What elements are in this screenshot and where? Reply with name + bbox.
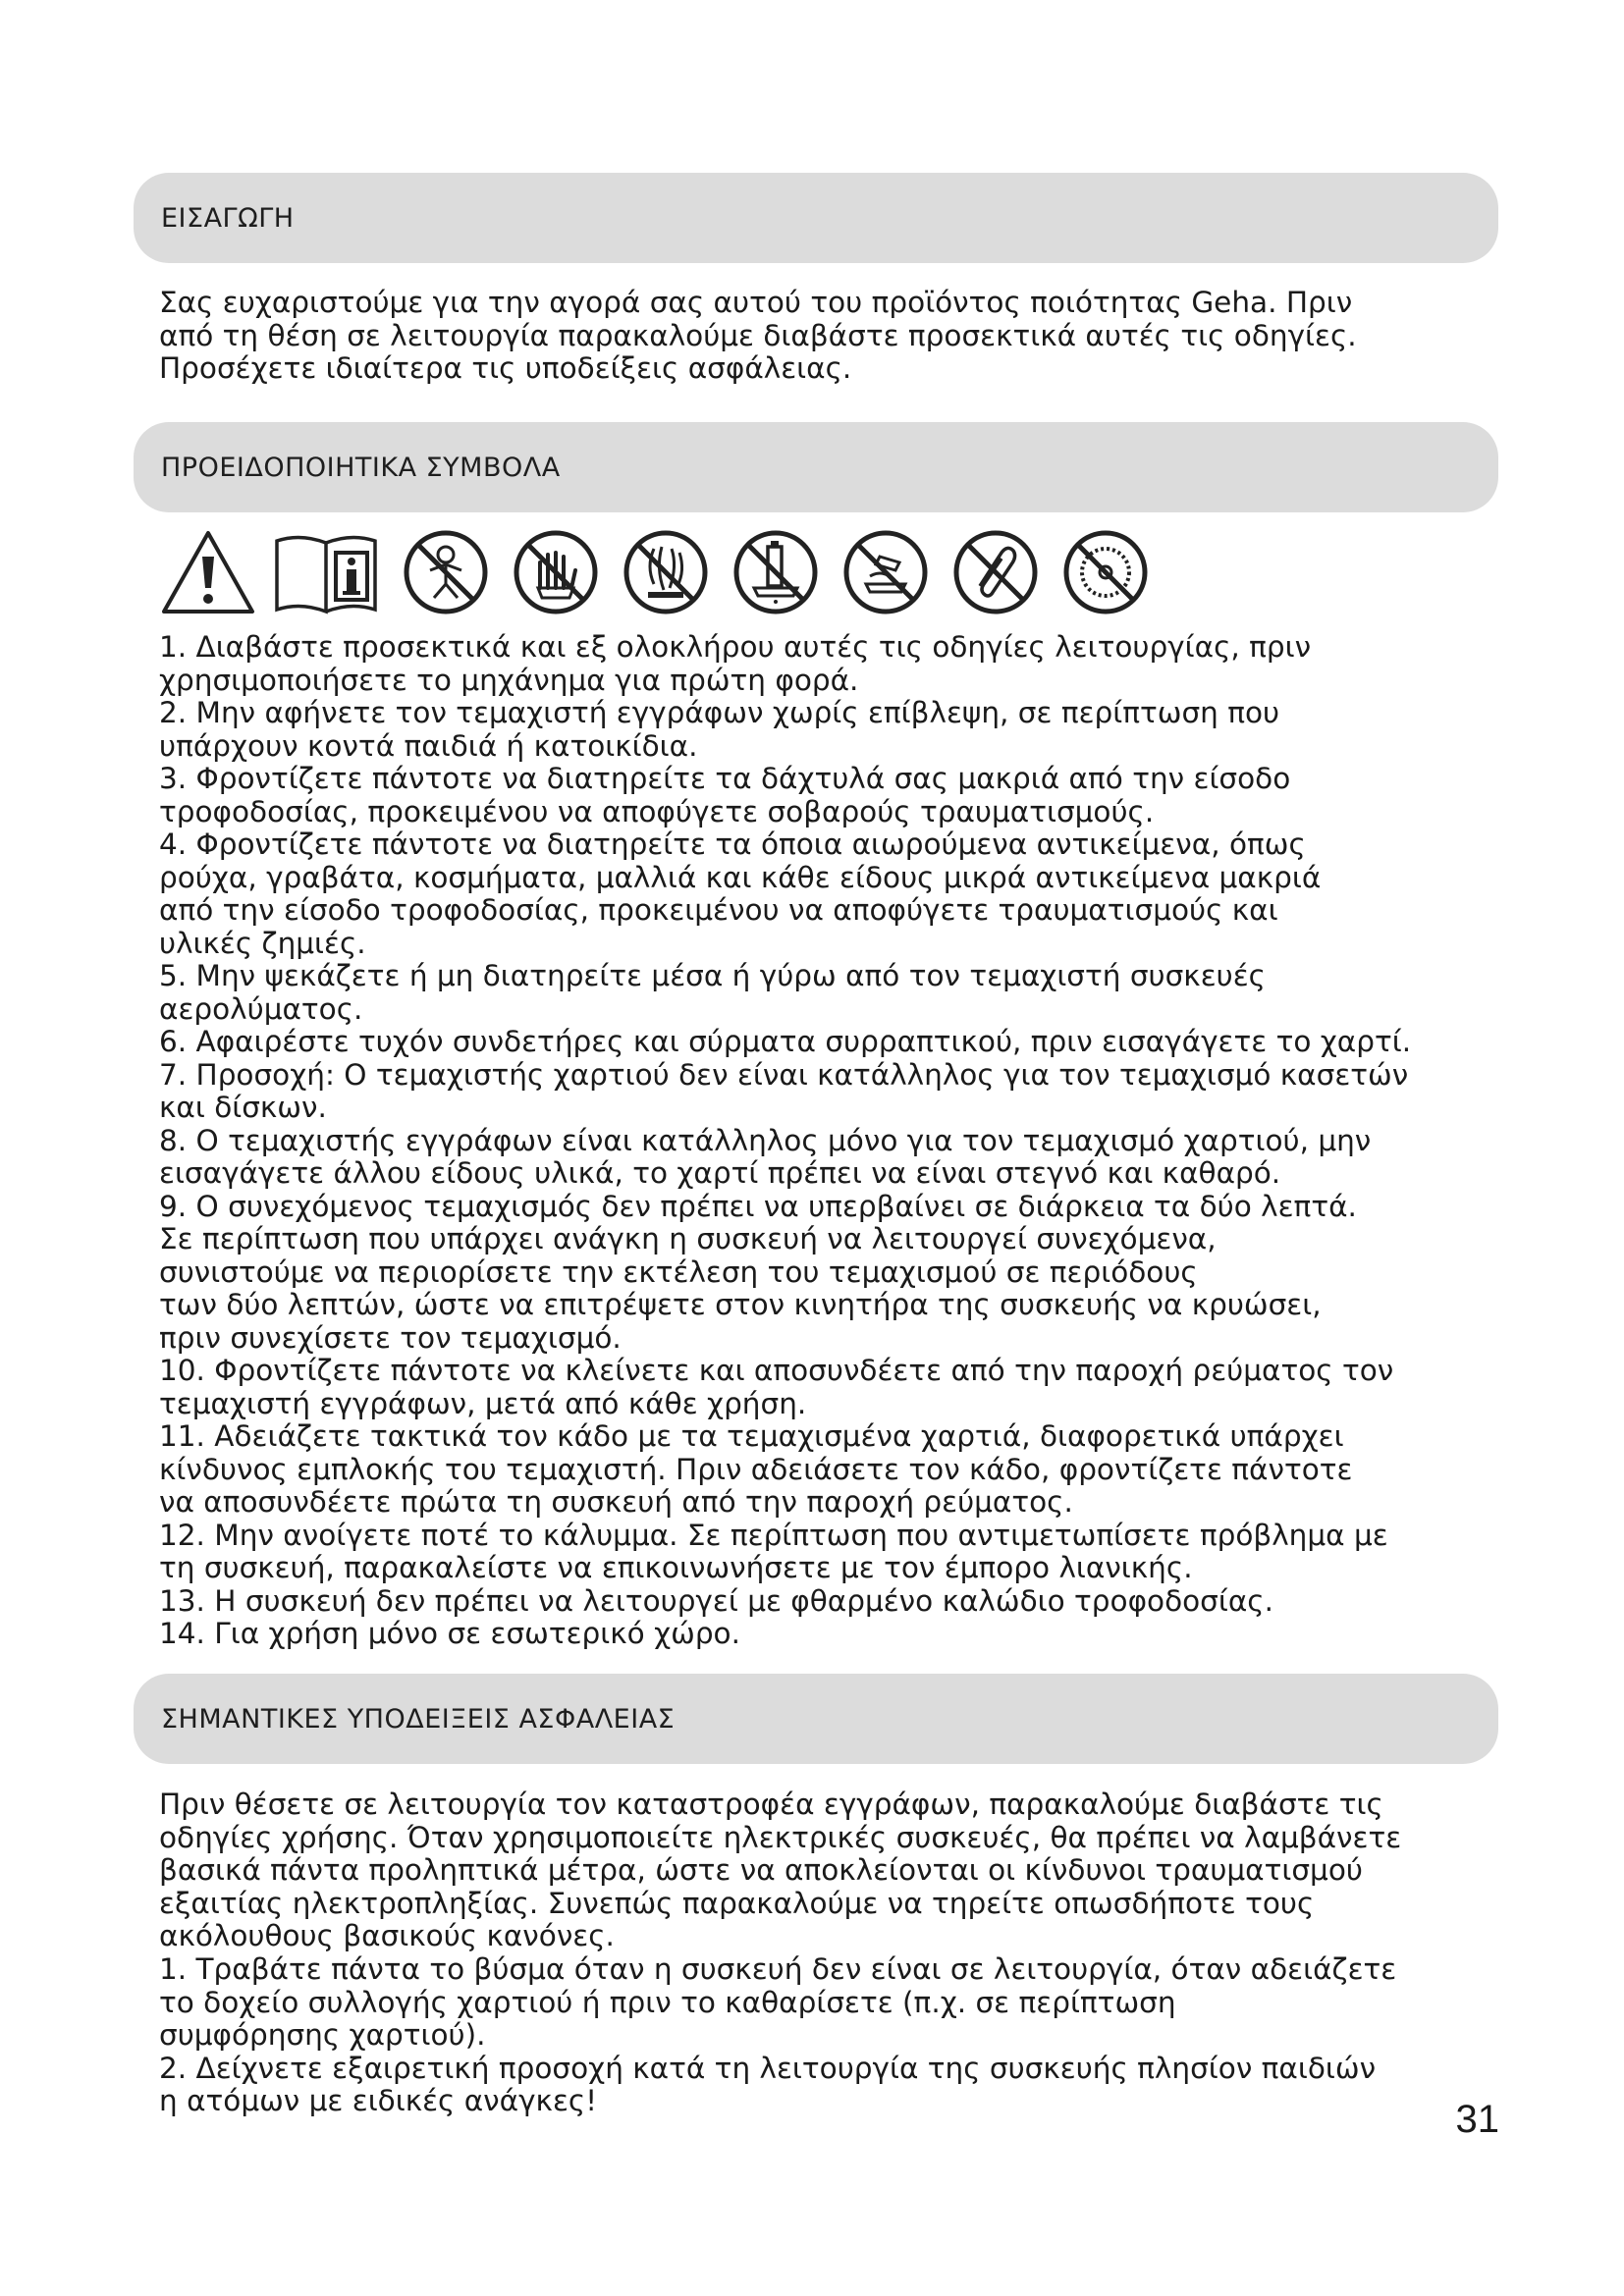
warning-symbols-row xyxy=(159,527,1151,617)
list-item: 12. Μην ανοίγετε ποτέ το κάλυμμα. Σε περίπτωση που αντιμετωπίσετε πρόβλημα με τη συσκευή, παρακαλείστε να επικοινωνήσετε με τον έμπορο λιανικής. xyxy=(159,1518,1388,1584)
list-item: 7. Προσοχή: Ο τεμαχιστής χαρτιού δεν είναι κατάλληλος για τον τεμαχισμό κασετών και δίσκων. xyxy=(159,1057,1409,1124)
safety-line: οδηγίες χρήσης. Όταν χρησιμοποιείτε ηλεκτρικές συσκευές, θα πρέπει να λαμβάνετε xyxy=(159,1820,1402,1854)
safety-heading: ΣΗΜΑΝΤΙΚΕΣ ΥΠΟΔΕΙΞΕΙΣ ΑΣΦΑΛΕΙΑΣ xyxy=(161,1703,676,1735)
no-cd-icon xyxy=(1060,527,1151,617)
intro-line: από τη θέση σε λειτουργία παρακαλούμε διαβάστε προσεκτικά αυτές τις οδηγίες. xyxy=(159,318,1357,352)
list-item: 10. Φροντίζετε πάντοτε να κλείνετε και αποσυνδέετε από την παροχή ρεύματος τον τεμαχιστή εγγράφων, μετά από κάθε χρήση. xyxy=(159,1354,1394,1420)
intro-heading-band xyxy=(134,173,1498,263)
intro-paragraph xyxy=(159,287,1504,386)
safety-line: Πριν θέσετε σε λειτουργία τον καταστροφέα εγγράφων, παρακαλούμε διαβάστε τις xyxy=(159,1788,1383,1821)
safety-rules-list xyxy=(159,1953,1509,2118)
intro-heading: ΕΙΣΑΓΩΓΗ xyxy=(161,202,295,234)
list-item: 1. Διαβάστε προσεκτικά και εξ ολοκλήρου αυτές τις οδηγίες λειτουργίας, πριν χρησιμοποιήσετε το μηχάνημα για πρώτη φορά. xyxy=(159,630,1312,697)
no-hair-icon xyxy=(621,527,711,617)
list-item: 14. Για χρήση μόνο σε εσωτερικό χώρο. xyxy=(159,1617,740,1650)
symbols-instructions-list xyxy=(159,631,1509,1651)
safety-line: εξαιτίας ηλεκτροπληξίας. Συνεπώς παρακαλούμε να τηρείτε οπωσδήποτε τους xyxy=(159,1886,1315,1920)
no-tie-jewellery-icon xyxy=(840,527,931,617)
no-spray-icon xyxy=(731,527,821,617)
intro-line: Προσέχετε ιδιαίτερα τις υποδείξεις ασφάλειας. xyxy=(159,351,852,385)
list-item: 9. Ο συνεχόμενος τεμαχισμός δεν πρέπει να υπερβαίνει σε διάρκεια τα δύο λεπτά. Σε περίπτωση που υπάρχει ανάγκη η συσκευή να λειτουργεί συνεχόμενα, συνιστούμε να περιορίσετε την εκτέλεση του τεμαχισμού σε περιόδους των δύο λεπτών, ώστε να επιτρέψετε στον κινητήρα της συσκευής να κρυώσει, πριν συνεχίσετε τον τεμαχισμό. xyxy=(159,1189,1357,1355)
list-item: 1. Τραβάτε πάντα το βύσμα όταν η συσκευή δεν είναι σε λειτουργία, όταν αδειάζετε το δοχείο συλλογής χαρτιού ή πριν το καθαρίσετε (π.χ. σε περίπτωση συμφόρησης χαρτιού). xyxy=(159,1952,1397,2052)
list-item: 2. Δείχνετε εξαιρετική προσοχή κατά τη λειτουργία της συσκευής πλησίον παιδιών η ατόμων με ειδικές ανάγκες! xyxy=(159,2051,1377,2117)
no-hands-icon xyxy=(511,527,601,617)
intro-line: Σας ευχαριστούμε για την αγορά σας αυτού του προϊόντος ποιότητας Geha. Πριν xyxy=(159,286,1353,319)
read-manual-icon xyxy=(271,527,381,617)
warning-triangle-icon xyxy=(159,527,257,617)
list-item: 13. Η συσκευή δεν πρέπει να λειτουργεί με φθαρμένο καλώδιο τροφοδοσίας. xyxy=(159,1583,1273,1618)
list-item: 4. Φροντίζετε πάντοτε να διατηρείτε τα όποια αιωρούμενα αντικείμενα, όπως ρούχα, γραβάτα, κοσμήματα, μαλλιά και κάθε είδους μικρά αντικείμενα μακριά από την είσοδο τροφοδοσίας, προκειμένου να αποφύγετε τραυματισμούς και υλικές ζημιές. xyxy=(159,828,1322,960)
safety-line: βασικά πάντα προληπτικά μέτρα, ώστε να αποκλείονται οι κίνδυνοι τραυματισμού xyxy=(159,1853,1363,1887)
safety-paragraph xyxy=(159,1789,1504,1953)
list-item: 8. Ο τεμαχιστής εγγράφων είναι κατάλληλος μόνο για τον τεμαχισμό χαρτιού, μην εισαγάγετε άλλου είδους υλικά, το χαρτί πρέπει να είναι στεγνό και καθαρό. xyxy=(159,1123,1372,1190)
list-item: 6. Αφαιρέστε τυχόν συνδετήρες και σύρματα συρραπτικού, πριν εισαγάγετε το χαρτί. xyxy=(159,1025,1412,1058)
list-item: 3. Φροντίζετε πάντοτε να διατηρείτε τα δάχτυλά σας μακριά από την είσοδο τροφοδοσίας, προκειμένου να αποφύγετε σοβαρούς τραυματισμούς. xyxy=(159,762,1291,828)
list-item: 11. Αδειάζετε τακτικά τον κάδο με τα τεμαχισμένα χαρτιά, διαφορετικά υπάρχει κίνδυνος εμπλοκής του τεμαχιστή. Πριν αδειάσετε τον κάδο, φροντίζετε πάντοτε να αποσυνδέετε πρώτα τη συσκευή από την παροχή ρεύματος. xyxy=(159,1419,1353,1519)
list-item: 5. Μην ψεκάζετε ή μη διατηρείτε μέσα ή γύρω από τον τεμαχιστή συσκευές αερολύματος. xyxy=(159,959,1266,1026)
no-paper-clips-icon xyxy=(950,527,1041,617)
page-number: 31 xyxy=(1455,2098,1499,2141)
symbols-heading: ΠΡΟΕΙΔΟΠΟΙΗΤΙΚΑ ΣΥΜΒΟΛΑ xyxy=(161,452,561,483)
safety-line: ακόλουθους βασικούς κανόνες. xyxy=(159,1919,615,1952)
list-item: 2. Μην αφήνετε τον τεμαχιστή εγγράφων χωρίς επίβλεψη, σε περίπτωση που υπάρχουν κοντά παιδιά ή κατοικίδια. xyxy=(159,696,1280,763)
safety-heading-band xyxy=(134,1674,1498,1764)
no-children-icon xyxy=(401,527,491,617)
symbols-heading-band xyxy=(134,422,1498,512)
